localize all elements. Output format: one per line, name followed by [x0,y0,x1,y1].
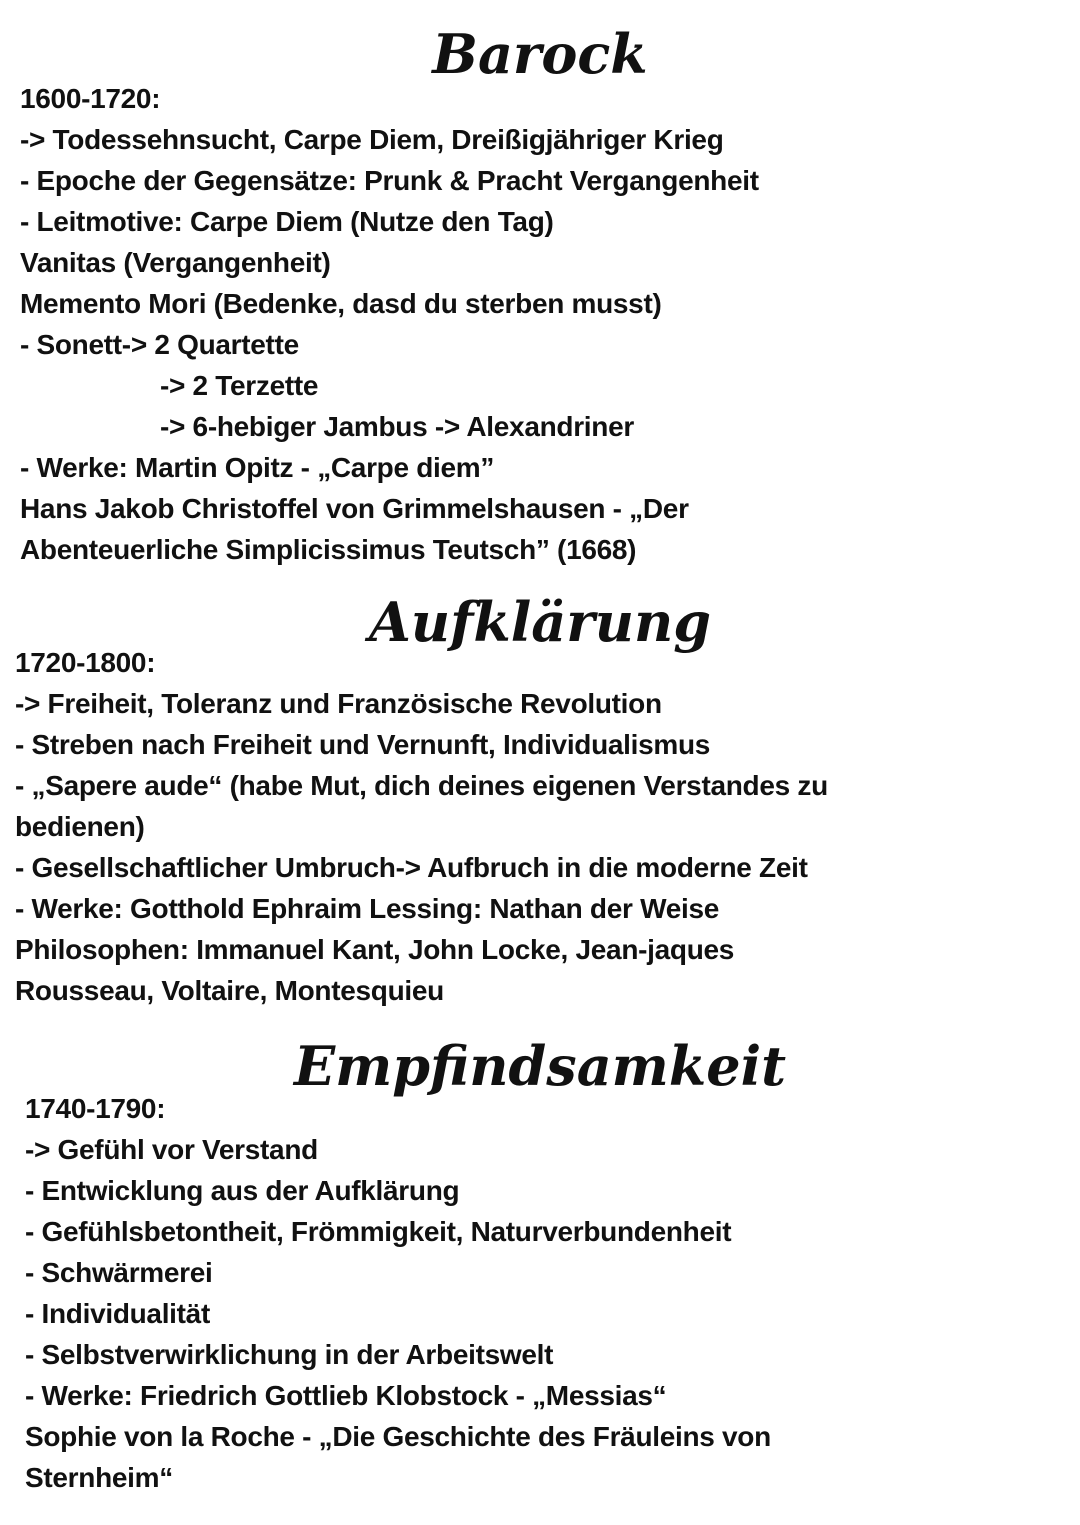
section-title-aufklaerung: Aufklärung [0,590,1080,654]
note-line: Abenteuerliche Simplicissimus Teutsch” (1668) [20,534,637,565]
note-line: - Gefühlsbetontheit, Frömmigkeit, Naturverbundenheit [25,1216,732,1247]
note-line: - Schwärmerei [25,1257,213,1288]
note-line: -> 6-hebiger Jambus -> Alexandriner [160,411,634,442]
note-line: -> Freiheit, Toleranz und Französische Revolution [15,688,662,719]
note-line: Vanitas (Vergangenheit) [20,247,331,278]
note-line: - Streben nach Freiheit und Vernunft, Individualismus [15,729,711,760]
note-line: -> Todessehnsucht, Carpe Diem, Dreißigjähriger Krieg [20,124,724,155]
note-line: -> 2 Terzette [160,370,319,401]
note-line: -> Gefühl vor Verstand [25,1134,318,1165]
date-range: 1740-1790: [25,1088,165,1129]
note-line: Hans Jakob Christoffel von Grimmelshausen - „Der [20,493,689,524]
date-range: 1720-1800: [15,642,155,683]
note-line: - Individualität [25,1298,210,1329]
note-line: - Gesellschaftlicher Umbruch-> Aufbruch in die moderne Zeit [15,852,808,883]
note-line: - Werke: Gotthold Ephraim Lessing: Nathan der Weise [15,893,720,924]
note-line: - Entwicklung aus der Aufklärung [25,1175,460,1206]
note-line: - Werke: Friedrich Gottlieb Klobstock - „Messias“ [25,1380,667,1411]
note-line: Sternheim“ [25,1462,173,1493]
note-line: Memento Mori (Bedenke, dasd du sterben musst) [20,288,662,319]
note-line: - „Sapere aude“ (habe Mut, dich deines eigenen Verstandes zu [15,770,828,801]
note-line: - Werke: Martin Opitz - „Carpe diem” [20,452,495,483]
note-line: Rousseau, Voltaire, Montesquieu [15,975,444,1006]
note-line: - Epoche der Gegensätze: Prunk & Pracht Vergangenheit [20,165,759,196]
section-empfindsamkeit [25,1088,771,1498]
note-line: - Leitmotive: Carpe Diem (Nutze den Tag) [20,206,554,237]
section-title-barock: Barock [0,22,1080,86]
note-line: bedienen) [15,811,145,842]
note-line: Philosophen: Immanuel Kant, John Locke, Jean-jaques [15,934,735,965]
note-line: - Selbstverwirklichung in der Arbeitswelt [25,1339,554,1370]
date-range: 1600-1720: [20,78,160,119]
note-line: Sophie von la Roche - „Die Geschichte des Fräuleins von [25,1421,771,1452]
section-aufklaerung [15,642,828,1011]
note-line: - Sonett-> 2 Quartette [20,329,299,360]
section-title-empfindsamkeit: Empfindsamkeit [0,1034,1080,1098]
section-barock [20,78,759,570]
